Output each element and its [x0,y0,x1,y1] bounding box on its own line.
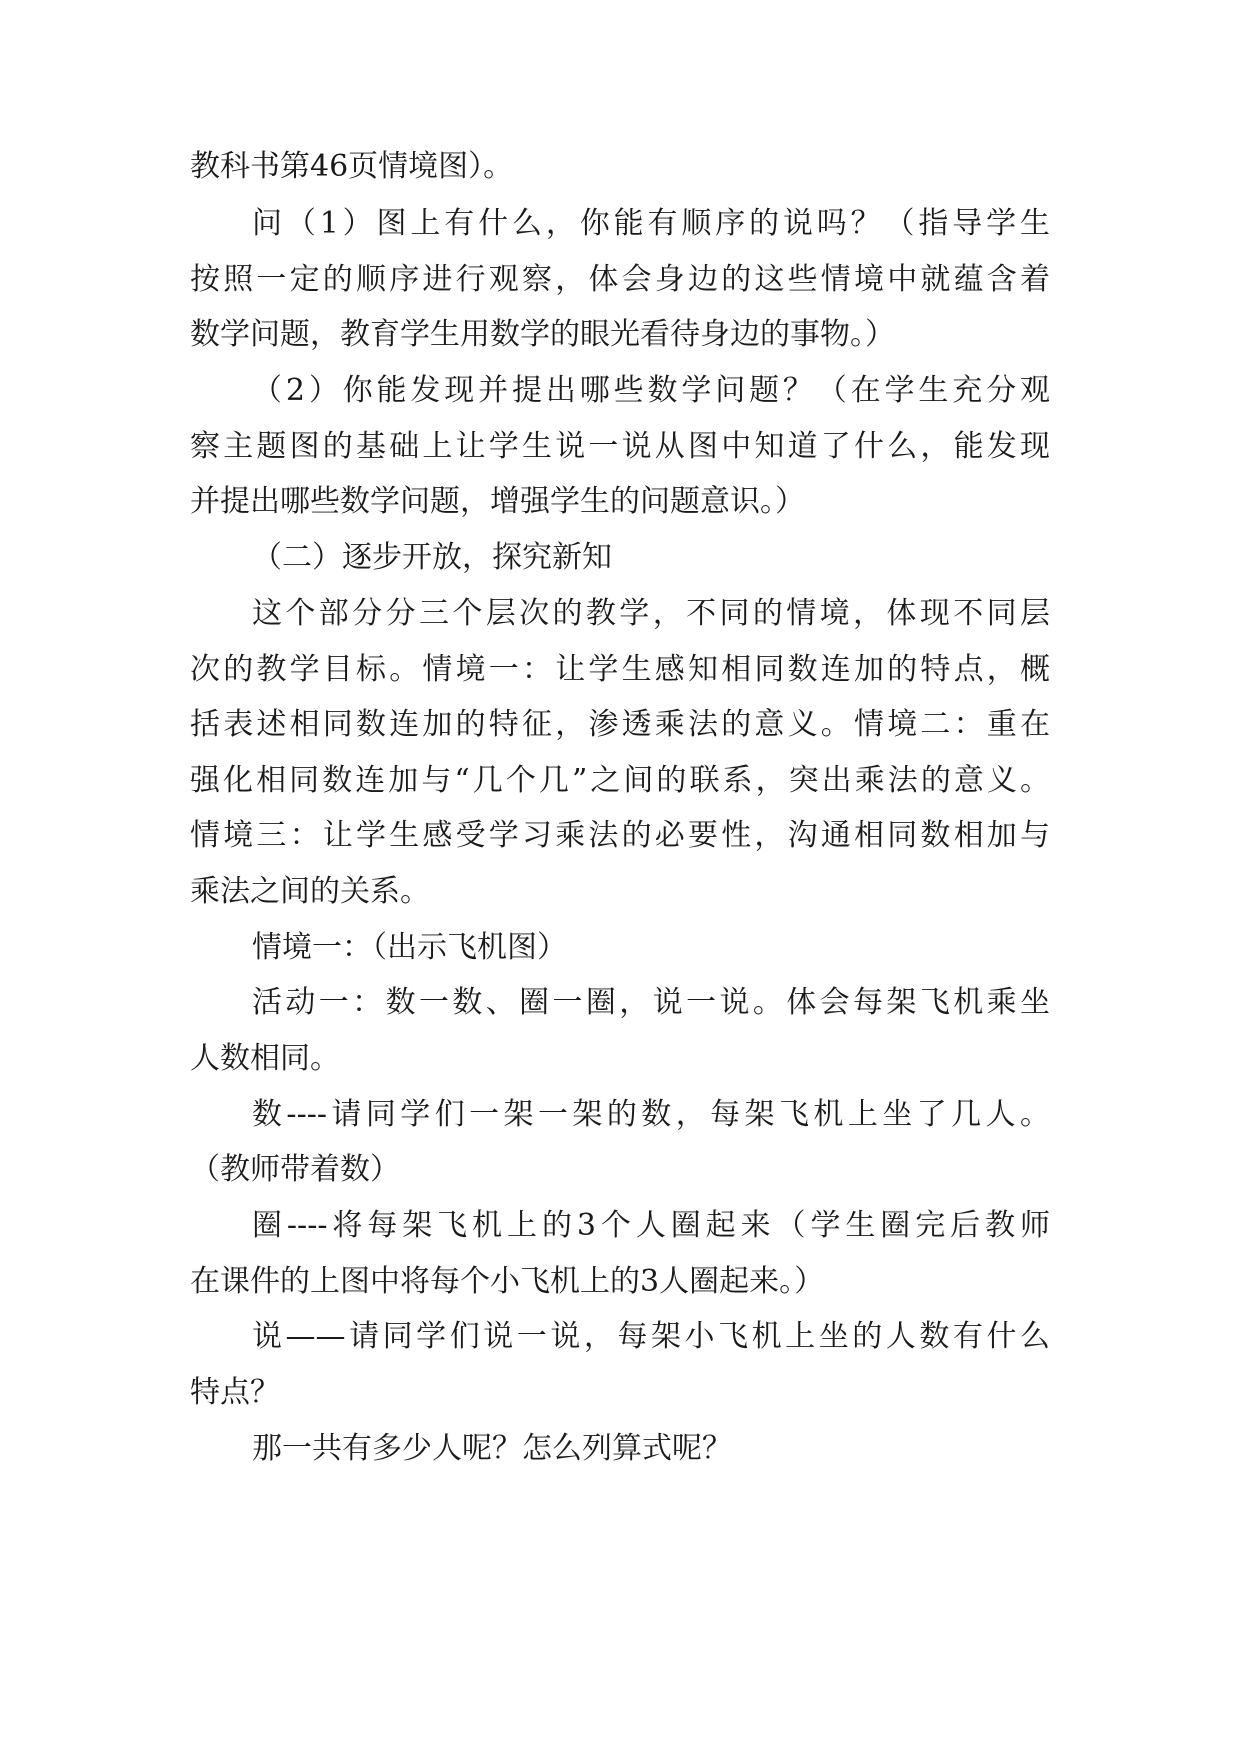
text-line: 并提出哪些数学问题，增强学生的问题意识。） [190,484,805,519]
text-line: 情境三：让学生感受学习乘法的必要性，沟通相同数相加与 [190,818,1050,853]
text-line: 特点？ [190,1375,280,1410]
text-line: 这个部分分三个层次的教学，不同的情境，体现不同层 [252,596,1050,631]
text-line: 强化相同数连加与“几个几”之间的联系，突出乘法的意义。 [190,763,1050,798]
text-line: 问（1）图上有什么，你能有顺序的说吗？（指导学生 [252,206,1050,241]
text-line: 教科书第46页情境图）。 [190,149,514,184]
text-line: （教师带着数） [190,1152,400,1187]
text-line: 按照一定的顺序进行观察，体会身边的这些情境中就蕴含着 [190,262,1050,297]
text-line: 数----请同学们一架一架的数，每架飞机上坐了几人。 [252,1097,1050,1132]
text-line: 乘法之间的关系。 [190,874,430,909]
text-line: 次的教学目标。情境一：让学生感知相同数连加的特点，概 [190,652,1050,687]
text-line: 情境一：（出示飞机图） [252,930,567,965]
text-line: 数学问题，教育学生用数学的眼光看待身边的事物。） [190,317,895,352]
text-line: 活动一：数一数、圈一圈，说一说。体会每架飞机乘坐 [252,985,1050,1020]
text-line: 人数相同。 [190,1041,340,1076]
text-line: 圈----将每架飞机上的3个人圈起来（学生圈完后教师 [252,1208,1050,1243]
text-line: 括表述相同数连加的特征，渗透乘法的意义。情境二：重在 [190,707,1050,742]
text-line: （2）你能发现并提出哪些数学问题？（在学生充分观 [252,373,1050,408]
text-line: 那一共有多少人呢？怎么列算式呢？ [252,1431,732,1466]
text-line: 在课件的上图中将每个小飞机上的3人圈起来。） [190,1264,825,1299]
section-heading: （二）逐步开放，探究新知 [252,540,612,575]
text-line: 说——请同学们说一说，每架小飞机上坐的人数有什么 [252,1319,1050,1354]
text-line: 察主题图的基础上让学生说一说从图中知道了什么，能发现 [190,429,1050,464]
